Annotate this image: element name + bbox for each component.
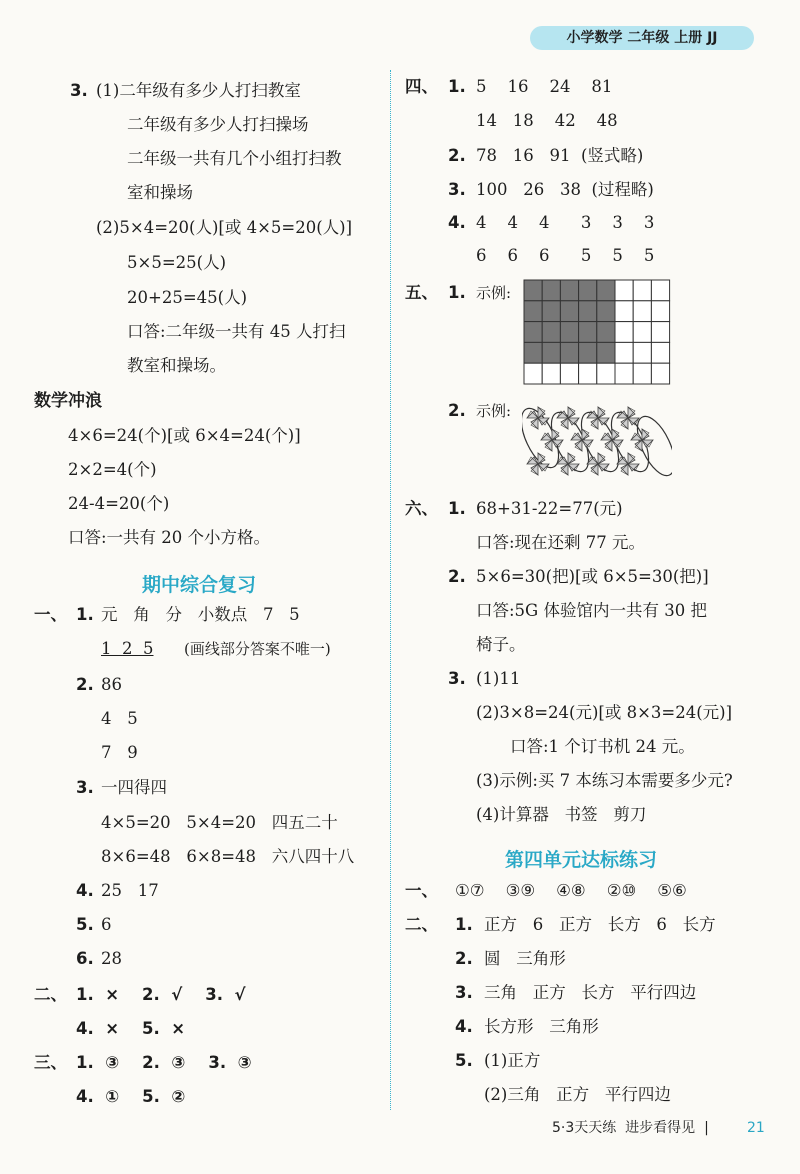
shaded-cell (560, 301, 578, 322)
answer-line: 口答:现在还剩 77 元。 (476, 533, 646, 552)
answer-line: (1)正方 (484, 1051, 541, 1070)
answer-line: 1. ③ 2. ③ 3. ③ (76, 1053, 252, 1072)
answer-line: (3)示例:买 7 本练习本需要多少元? (476, 771, 733, 790)
grid-cell (615, 342, 633, 363)
answer-line: 5×6=30(把)[或 6×5=30(把)] (476, 567, 709, 586)
q3-line: 二年级一共有几个小组打扫教 (127, 149, 342, 168)
surf-line: 2×2=4(个) (68, 460, 157, 479)
shaded-cell (560, 280, 578, 301)
question-number: 3. (448, 669, 466, 688)
question-number: 3. (76, 778, 94, 797)
answer-line: (1)11 (476, 669, 521, 688)
question-number: 2. (448, 567, 466, 586)
shaded-cell (579, 280, 597, 301)
answer-line: (4)计算器 书签 剪刀 (476, 805, 647, 824)
answer-line: 14 18 42 48 (476, 111, 618, 130)
section-label: 二、 (405, 915, 438, 934)
shaded-cell (524, 322, 542, 343)
grid-cell (579, 363, 597, 384)
question-number: 6. (76, 949, 94, 968)
grid-cell (615, 363, 633, 384)
shaded-cell (560, 322, 578, 343)
grid-cell (651, 363, 669, 384)
shaded-cell (579, 301, 597, 322)
question-number: 3. (455, 983, 473, 1002)
answer-line: 6 (101, 915, 112, 934)
answer-line: 28 (101, 949, 122, 968)
q3-line: 5×5=25(人) (127, 253, 227, 272)
shaded-cell (597, 342, 615, 363)
grid-cell (542, 363, 560, 384)
grid-cell (615, 301, 633, 322)
answer-line: 1. × 2. √ 3. √ (76, 985, 246, 1004)
answer-line: 4. × 5. × (76, 1019, 186, 1038)
grid-cell (633, 301, 651, 322)
q3-line: 口答:二年级一共有 45 人打扫 (127, 322, 346, 341)
section-label: 三、 (34, 1053, 67, 1072)
answer-line: 6 6 6 5 5 5 (476, 246, 655, 265)
answer-line: 4. ① 5. ② (76, 1087, 186, 1106)
grid-cell (597, 363, 615, 384)
question-number: 4. (455, 1017, 473, 1036)
grid-cell (524, 363, 542, 384)
q3-line: 室和操场 (127, 183, 193, 202)
answer-line: (2)三角 正方 平行四边 (484, 1085, 671, 1104)
column-divider (390, 70, 391, 1110)
section-label: 五、 (405, 283, 438, 302)
grid-cell (651, 342, 669, 363)
section-label: 一、 (34, 605, 67, 624)
question-number: 2. (455, 949, 473, 968)
section-label: 一、 (405, 881, 438, 900)
q3-line: 二年级有多少人打扫操场 (127, 115, 309, 134)
pinwheel-pattern-figure (522, 398, 672, 486)
shaded-cell (542, 342, 560, 363)
grid-cell (651, 322, 669, 343)
section-label: 六、 (405, 499, 438, 518)
shaded-cell (542, 301, 560, 322)
shaded-cell (579, 322, 597, 343)
question-number: 2. (448, 146, 466, 165)
shaded-cell (579, 342, 597, 363)
grid-cell (633, 363, 651, 384)
shaded-cell (560, 342, 578, 363)
answer-line: 78 16 91 (竖式略) (476, 146, 644, 165)
page-number: 21 (747, 1120, 765, 1136)
surf-title: 数学冲浪 (34, 391, 102, 411)
question-number: 4. (448, 213, 466, 232)
answer-line: 4×5=20 5×4=20 四五二十 (101, 813, 338, 832)
answer-line: 25 17 (101, 881, 159, 900)
q3-number: 3. (70, 81, 88, 100)
shaded-grid-figure (523, 279, 671, 385)
question-number: 2. (448, 401, 466, 420)
question-number: 5. (76, 915, 94, 934)
question-number: 1. (448, 283, 466, 302)
grid-cell (633, 322, 651, 343)
unit4-practice-title: 第四单元达标练习 (505, 849, 658, 871)
grid-cell (560, 363, 578, 384)
answer-line: (2)3×8=24(元)[或 8×3=24(元)] (476, 703, 733, 722)
surf-line: 4×6=24(个)[或 6×4=24(个)] (68, 426, 301, 445)
answer-line: 7 9 (101, 743, 138, 762)
question-number: 1. (448, 77, 466, 96)
section-label: 四、 (405, 77, 438, 96)
header-badge: 小学数学 二年级 上册 JJ (530, 26, 754, 50)
grid-cell (651, 280, 669, 301)
answer-line: 正方 6 正方 长方 6 长方 (484, 915, 716, 934)
question-number: 2. (76, 675, 94, 694)
grid-cell (633, 280, 651, 301)
answer-line: 8×6=48 6×8=48 六八四十八 (101, 847, 355, 866)
q3-line: 教室和操场。 (127, 356, 226, 375)
shaded-cell (542, 280, 560, 301)
shaded-cell (597, 322, 615, 343)
shaded-cell (597, 301, 615, 322)
q3-line: (2)5×4=20(人)[或 4×5=20(人)] (96, 218, 353, 237)
answer-line: 100 26 38 (过程略) (476, 180, 654, 199)
answer-line: 圆 三角形 (484, 949, 566, 968)
grid-cell (633, 342, 651, 363)
question-number: 3. (448, 180, 466, 199)
answer-line: 4 4 4 3 3 3 (476, 213, 655, 232)
shaded-cell (597, 280, 615, 301)
grid-cell (615, 280, 633, 301)
answer-line: 口答:5G 体验馆内一共有 30 把 (476, 601, 707, 620)
question-number: 1. (76, 605, 94, 624)
answer-line: 三角 正方 长方 平行四边 (484, 983, 697, 1002)
question-number: 5. (455, 1051, 473, 1070)
q3-line: 20+25=45(人) (127, 288, 248, 307)
answer-line: 5 16 24 81 (476, 77, 613, 96)
example-label: 示例: (476, 284, 512, 302)
shaded-cell (524, 301, 542, 322)
example-label: 示例: (476, 402, 512, 420)
answer-line: 口答:1 个订书机 24 元。 (510, 737, 695, 756)
answer-line: 一四得四 (101, 778, 167, 797)
answer-line: 4 5 (101, 709, 138, 728)
shaded-cell (542, 322, 560, 343)
answer-note: (画线部分答案不唯一) (184, 640, 331, 658)
footer-slogan: 5·3天天练 进步看得见 | (552, 1120, 709, 1136)
answer-line: 椅子。 (476, 635, 526, 654)
q3-line: (1)二年级有多少人打扫教室 (96, 81, 301, 100)
answer-line: 长方形 三角形 (484, 1017, 599, 1036)
grid-cell (615, 322, 633, 343)
grid-cell (651, 301, 669, 322)
answer-line: 元 角 分 小数点 7 5 (101, 605, 300, 624)
question-number: 1. (455, 915, 473, 934)
shaded-cell (524, 280, 542, 301)
underlined-answer: 1 2 5 (101, 639, 154, 658)
question-number: 1. (448, 499, 466, 518)
answer-line: 68+31-22=77(元) (476, 499, 623, 518)
midterm-review-title: 期中综合复习 (142, 574, 257, 596)
surf-line: 24-4=20(个) (68, 494, 170, 513)
section-label: 二、 (34, 985, 67, 1004)
surf-line: 口答:一共有 20 个小方格。 (68, 528, 271, 547)
answer-line: ①⑦ ③⑨ ④⑧ ②⑩ ⑤⑥ (455, 881, 687, 900)
answer-line: 86 (101, 675, 122, 694)
question-number: 4. (76, 881, 94, 900)
shaded-cell (524, 342, 542, 363)
